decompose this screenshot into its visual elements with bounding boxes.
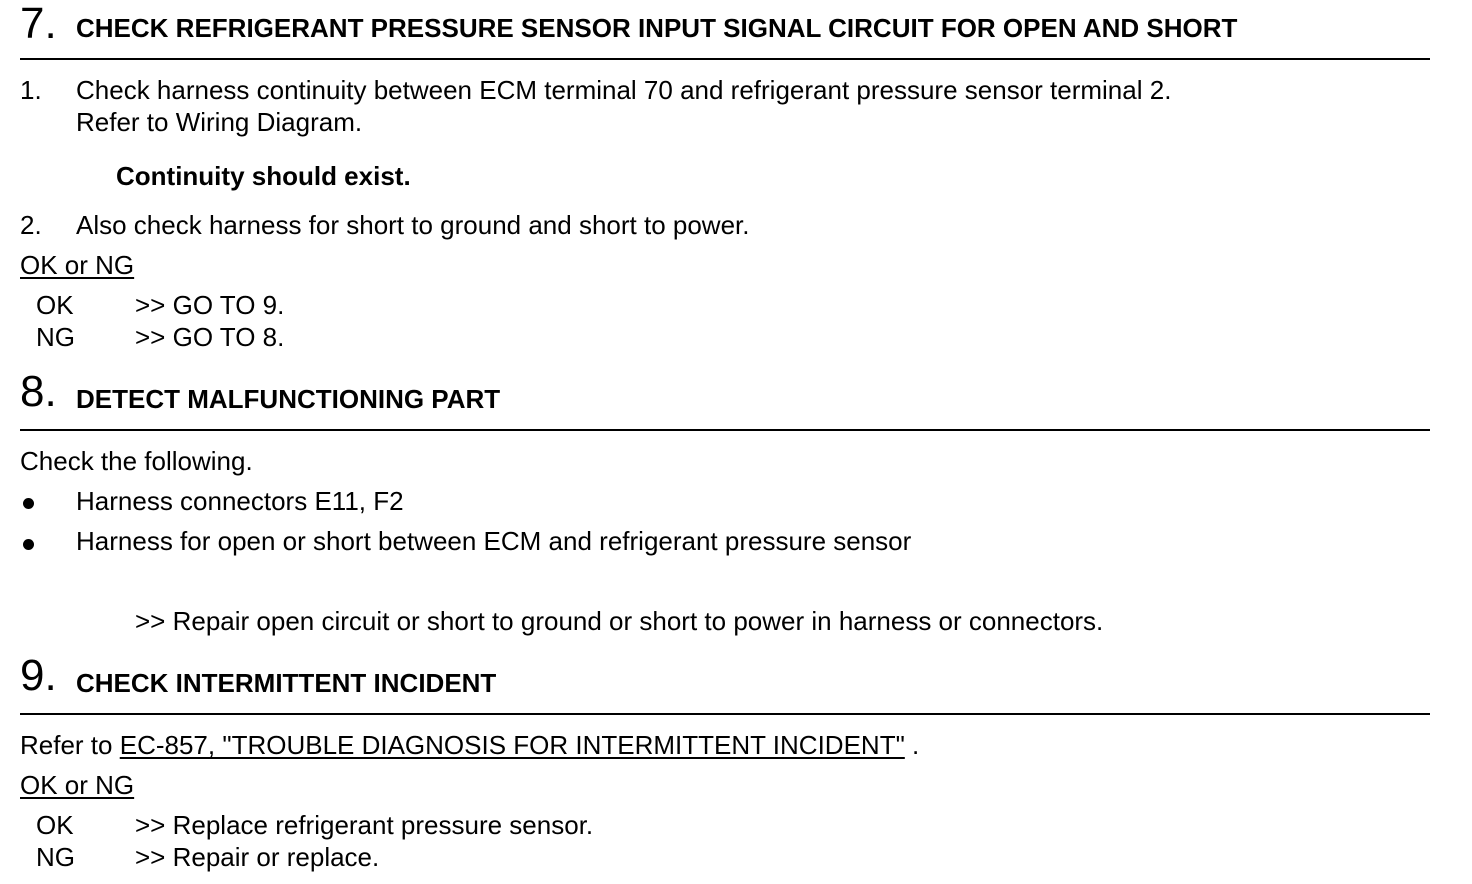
step-7-item-2-text: Also check harness for short to ground and short to power.	[76, 210, 750, 240]
step-9-refer-link[interactable]: EC-857, "TROUBLE DIAGNOSIS FOR INTERMITTENT INCIDENT"	[119, 730, 905, 760]
step-8-divider	[20, 429, 1430, 431]
bullet-icon	[23, 498, 34, 509]
step-9-title: CHECK INTERMITTENT INCIDENT	[76, 668, 497, 698]
step-9-result-ng-code: NG	[36, 842, 75, 872]
step-7-item-1-text-2: Refer to Wiring Diagram.	[76, 107, 363, 137]
step-9-refer-prefix: Refer to	[20, 730, 113, 760]
step-8-action: >> Repair open circuit or short to ground or short to power in harness or connectors.	[135, 606, 1104, 636]
step-7-spec: Continuity should exist.	[116, 161, 411, 191]
step-9-ok-ng-label: OK or NG	[20, 770, 135, 800]
step-9-result-ok-code: OK	[36, 810, 74, 840]
bullet-icon	[23, 539, 34, 550]
step-7-result-ok-action: >> GO TO 9.	[135, 290, 285, 320]
step-7-ok-ng-label: OK or NG	[20, 250, 135, 280]
step-8-title: DETECT MALFUNCTIONING PART	[76, 384, 501, 414]
step-7-number: 7.	[20, 0, 57, 48]
step-7-title: CHECK REFRIGERANT PRESSURE SENSOR INPUT SIGNAL CIRCUIT FOR OPEN AND SHORT	[76, 13, 1238, 43]
step-7-item-1-text: Check harness continuity between ECM terminal 70 and refrigerant pressure sensor terminal 2.	[76, 75, 1172, 105]
step-7-item-1-number: 1.	[20, 75, 42, 105]
step-9-result-ok-action: >> Replace refrigerant pressure sensor.	[135, 810, 594, 840]
step-7-result-ng-code: NG	[36, 322, 75, 352]
step-7-item-2-number: 2.	[20, 210, 42, 240]
step-8-bullet-2: Harness for open or short between ECM and refrigerant pressure sensor	[76, 526, 912, 556]
step-7-divider	[20, 58, 1430, 60]
step-9-refer	[20, 729, 919, 761]
step-7-result-ok-code: OK	[36, 290, 74, 320]
step-9-number: 9.	[20, 651, 57, 700]
step-8-bullet-1: Harness connectors E11, F2	[76, 486, 404, 516]
step-7-result-ng-action: >> GO TO 8.	[135, 322, 285, 352]
step-9-result-ng-action: >> Repair or replace.	[135, 842, 380, 872]
step-8-number: 8.	[20, 367, 57, 416]
step-9-divider	[20, 713, 1430, 715]
step-8-intro: Check the following.	[20, 446, 253, 476]
step-9-refer-suffix: .	[912, 730, 920, 760]
